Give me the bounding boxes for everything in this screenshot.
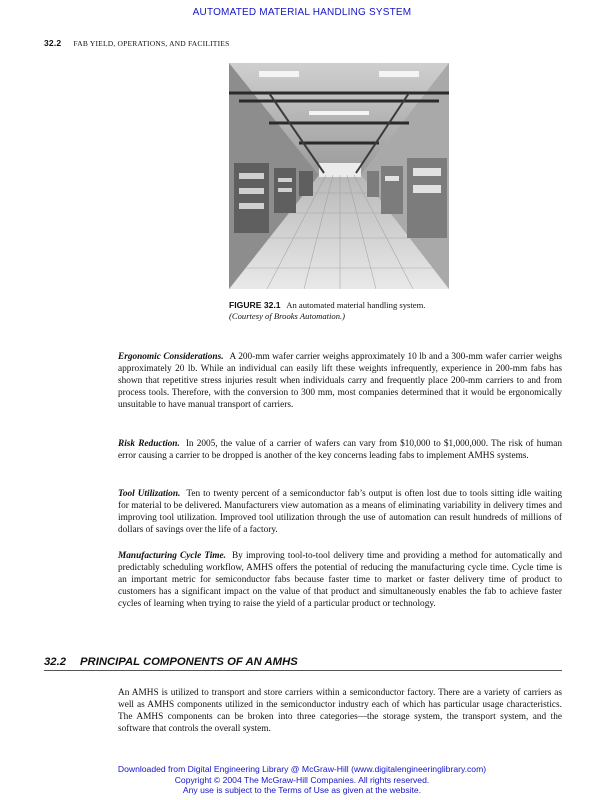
section-title: PRINCIPAL COMPONENTS OF AN AMHS [80, 656, 298, 668]
paragraph-text: Ten to twenty percent of a semiconductor fab’s output is often lost due to tools sitting idle waiting for material to be delivered. Manufacturers view automation as a means of eliminating variability in delivery times and improving tool utilization. Improved tool utilization through the use of automation can result hundreds of millions of dollars of savings over the life of a factory. [118, 489, 562, 536]
paragraph-text: In 2005, the value of a carrier of wafers can vary from $10,000 to $1,000,000. The risk of human error causing a carrier to be dropped is another of the key concerns leading fabs to implement AMHS systems. [118, 439, 562, 462]
paragraph-body: An AMHS is utilized to transport and store carriers within a semiconductor factory. There are a variety of carriers as well as AMHS components utilized in the semiconductor industry each of which has particular usage characteristics. The AMHS components can be broken into three categories—the storage system, the transport system, and the software that controls the overall system. [118, 688, 562, 735]
paragraph-text: By improving tool-to-tool delivery time and providing a method for automatically and predictably scheduling workflow, AMHS offers the potential of reducing the manufacturing cycle time. Cycle time is an important metric for semiconductor fabs because faster time to market or faster delivery time of product to customers has a significant impact on the value of that product and simultaneously enables the fab to achieve faster cycles of learning when trying to raise the yield of a particular product or technology. [118, 551, 562, 610]
section-number: 32.2 [44, 656, 66, 668]
page-footer [0, 764, 604, 796]
section-heading [44, 656, 562, 671]
paragraph-tool-utilization [118, 488, 562, 536]
run-in-heading: Manufacturing Cycle Time. [118, 551, 226, 561]
footer-download-link[interactable]: Downloaded from Digital Engineering Library @ McGraw-Hill (www.digitalengineeringlibrary.com) [117, 764, 487, 774]
paragraph-risk [118, 438, 562, 462]
footer-terms-link[interactable]: Any use is subject to the Terms of Use as given at the website. [182, 785, 422, 795]
paragraph-ergonomic [118, 351, 562, 411]
running-head [44, 38, 229, 48]
figure-label: FIGURE 32.1 [229, 300, 281, 310]
page-number: 32.2 [44, 38, 62, 48]
running-head-title: FAB YIELD, OPERATIONS, AND FACILITIES [73, 39, 230, 48]
paragraph-cycle-time [118, 550, 562, 610]
figure-caption [229, 300, 459, 322]
footer-copyright: Copyright © 2004 The McGraw-Hill Companies. All rights reserved. [174, 774, 430, 785]
cleanroom-corridor-illustration [229, 63, 449, 289]
paragraph-text: A 200-mm wafer carrier weighs approximately 10 lb and a 300-mm wafer carrier weighs approximately 20 lb. While an individual can easily lift these weights infrequently, experience in 200-mm fabs has shown that repetitive stress injuries result when individuals carry and frequently place 200-mm carriers to and from process tools. Therefore, with the conversion to 300 mm, most companies determined that it would be ergonomically unsuitable to have manual transport of carriers. [118, 352, 562, 411]
document-banner: AUTOMATED MATERIAL HANDLING SYSTEM [192, 7, 412, 18]
run-in-heading: Ergonomic Considerations. [118, 352, 224, 362]
figure-caption-text: An automated material handling system. [286, 300, 426, 310]
figure-credit: (Courtesy of Brooks Automation.) [229, 311, 346, 321]
figure-photo [229, 63, 449, 289]
run-in-heading: Tool Utilization. [118, 489, 181, 499]
run-in-heading: Risk Reduction. [118, 439, 180, 449]
